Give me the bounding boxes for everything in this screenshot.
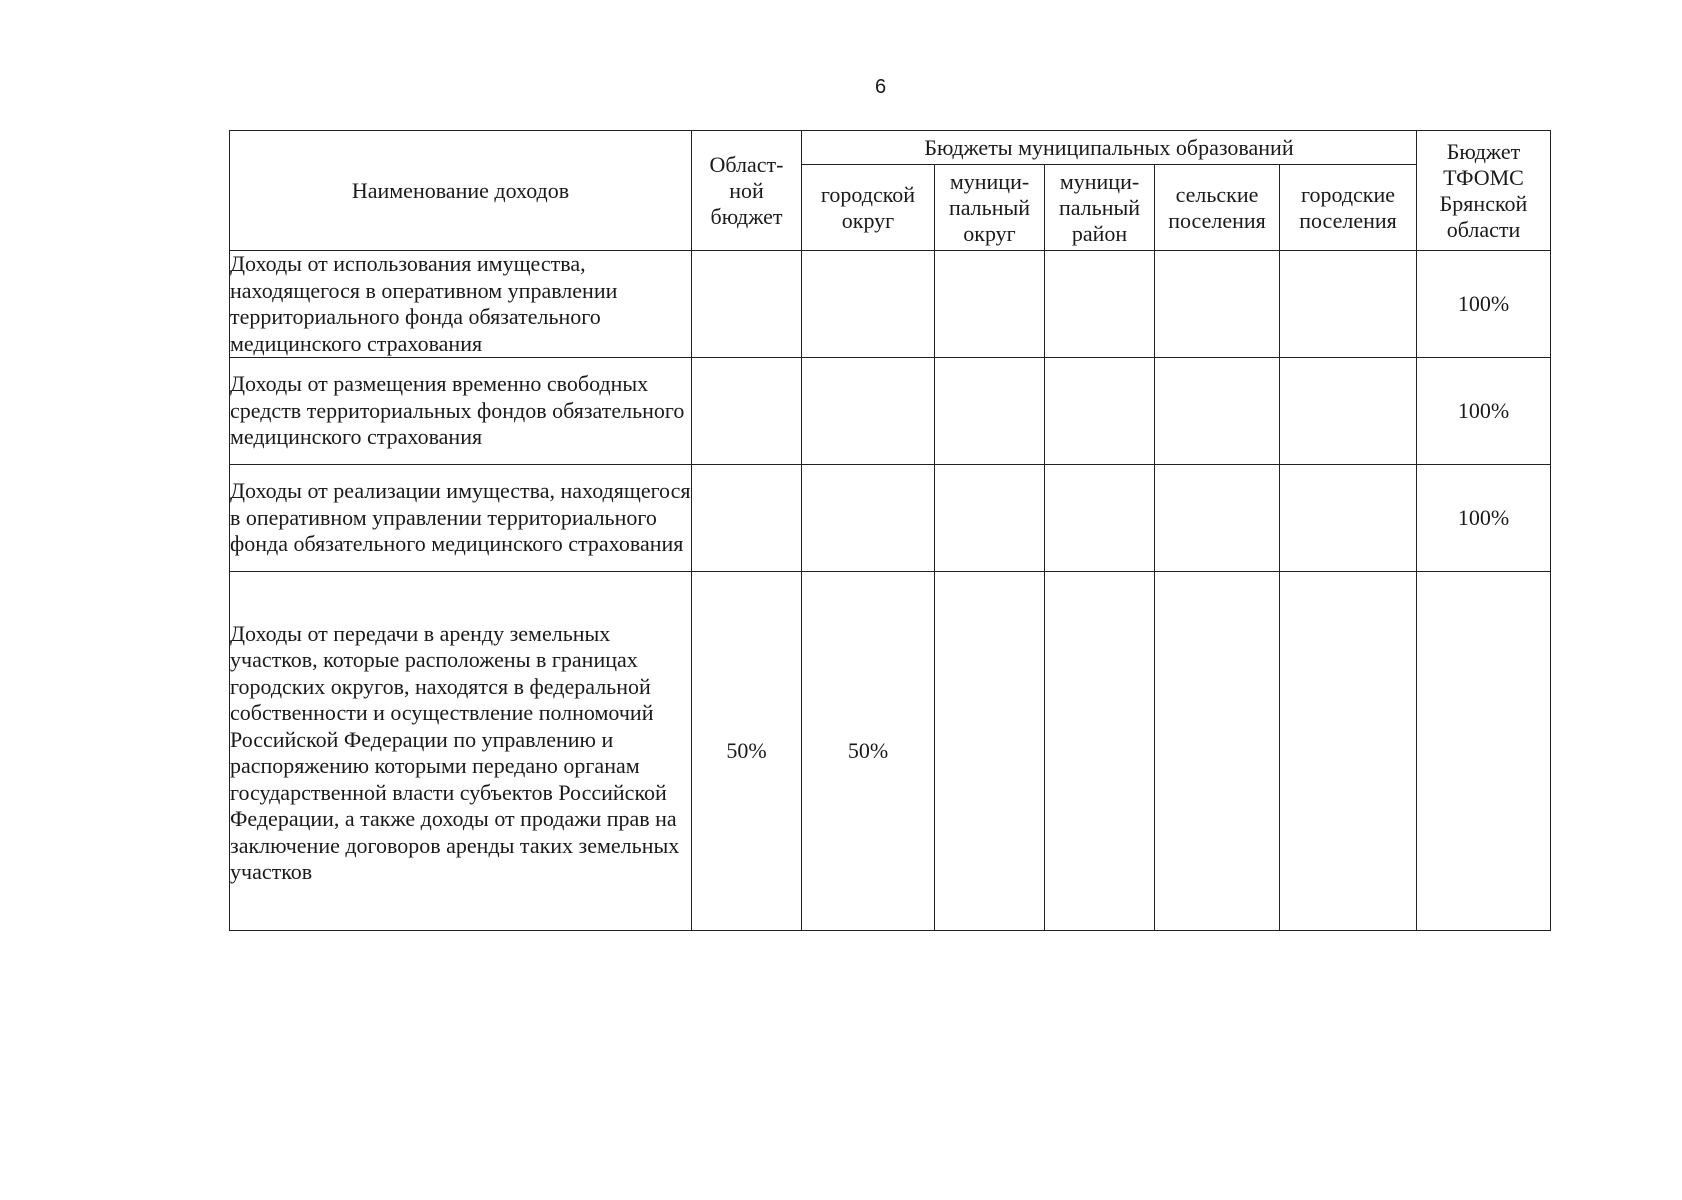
city-district-cell: 50% xyxy=(802,572,935,931)
urban-settlements-cell xyxy=(1280,358,1417,465)
urban-settlements-cell xyxy=(1280,251,1417,358)
regional-budget-cell: 50% xyxy=(692,572,802,931)
regional-budget-cell xyxy=(692,251,802,358)
revenue-name-cell: Доходы от использования имущества, находящегося в оперативном управлении территориального фонда обязательного медицинского страхования xyxy=(230,251,692,358)
municipal-district-cell xyxy=(935,251,1045,358)
municipal-district-cell xyxy=(935,358,1045,465)
revenue-name-cell: Доходы от размещения временно свободных средств территориальных фондов обязательного медицинского страхования xyxy=(230,358,692,465)
municipal-area-cell xyxy=(1045,358,1155,465)
tfoms-budget-cell: 100% xyxy=(1417,358,1551,465)
tfoms-budget-cell: 100% xyxy=(1417,251,1551,358)
municipal-area-cell xyxy=(1045,572,1155,931)
header-rural-settlements: сельские поселения xyxy=(1155,165,1280,251)
table-row xyxy=(230,251,1551,358)
header-urban-settlements: городские поселения xyxy=(1280,165,1417,251)
header-city-district: городской округ xyxy=(802,165,935,251)
tfoms-budget-cell xyxy=(1417,572,1551,931)
rural-settlements-cell xyxy=(1155,465,1280,572)
header-municipal-district: муници- пальный округ xyxy=(935,165,1045,251)
municipal-district-cell xyxy=(935,465,1045,572)
header-revenue-name: Наименование доходов xyxy=(230,131,692,251)
revenue-name-cell: Доходы от реализации имущества, находящегося в оперативном управлении территориального фонда обязательного медицинского страхования xyxy=(230,465,692,572)
header-regional-budget: Област- ной бюджет xyxy=(692,131,802,251)
urban-settlements-cell xyxy=(1280,572,1417,931)
regional-budget-cell xyxy=(692,358,802,465)
table-row xyxy=(230,572,1551,931)
table-row xyxy=(230,465,1551,572)
rural-settlements-cell xyxy=(1155,251,1280,358)
regional-budget-cell xyxy=(692,465,802,572)
table-row xyxy=(230,358,1551,465)
city-district-cell xyxy=(802,251,935,358)
rural-settlements-cell xyxy=(1155,358,1280,465)
rural-settlements-cell xyxy=(1155,572,1280,931)
tfoms-budget-cell: 100% xyxy=(1417,465,1551,572)
municipal-area-cell xyxy=(1045,465,1155,572)
municipal-area-cell xyxy=(1045,251,1155,358)
revenue-name-cell: Доходы от передачи в аренду земельных участков, которые расположены в границах городских округов, находятся в федеральной собственности и осуществление полномочий Российской Федерации по управлению и распоряжению которыми передано органам государственной власти субъектов Российской Федерации, а также доходы от продажи прав на заключение договоров аренды таких земельных участков xyxy=(230,572,692,931)
header-municipal-budgets: Бюджеты муниципальных образований xyxy=(802,131,1417,165)
municipal-district-cell xyxy=(935,572,1045,931)
urban-settlements-cell xyxy=(1280,465,1417,572)
city-district-cell xyxy=(802,465,935,572)
city-district-cell xyxy=(802,358,935,465)
revenue-distribution-table xyxy=(229,130,1551,931)
header-tfoms-budget: Бюджет ТФОМС Брянской области xyxy=(1417,131,1551,251)
header-municipal-area: муници- пальный район xyxy=(1045,165,1155,251)
page-number: 6 xyxy=(874,76,887,98)
